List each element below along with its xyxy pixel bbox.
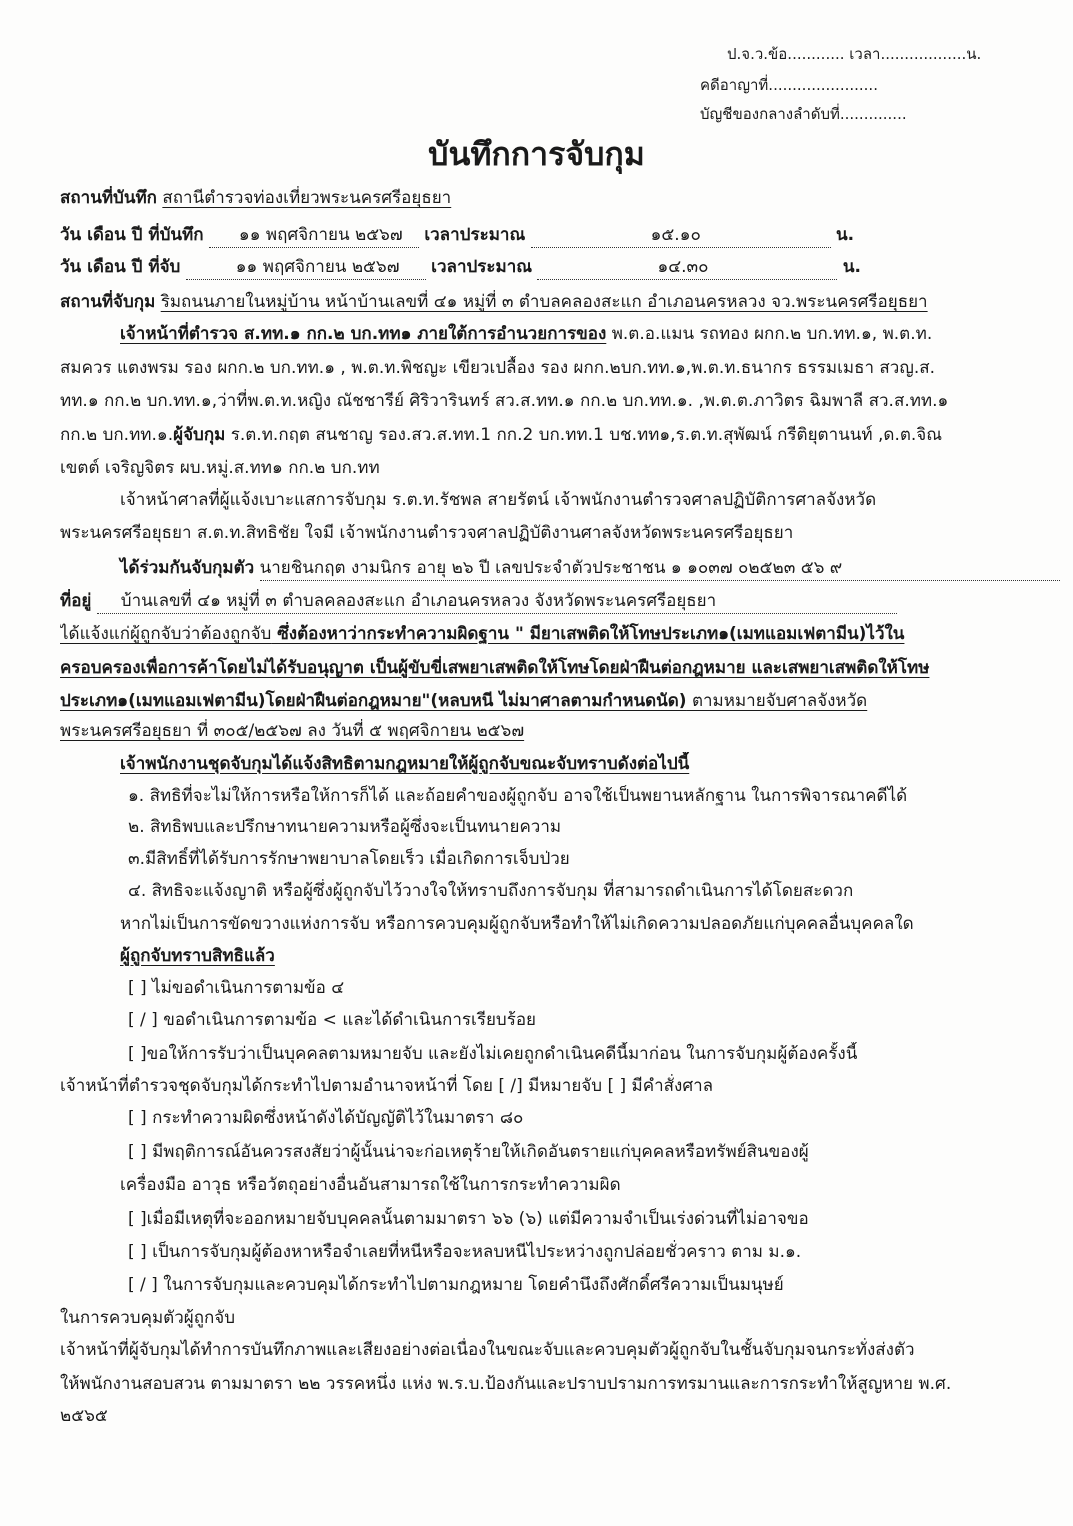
case-number-field: ป.จ.ว.ข้อ............ เวลา..................น. <box>727 45 982 63</box>
suspect-row <box>60 556 1073 581</box>
document-title: บันทึกการจับกุม <box>428 135 645 173</box>
officers-unit: กก.๒ บก.ทท.๑. <box>60 425 174 445</box>
record-place-row <box>60 186 1020 210</box>
condition-5-checkbox: [ / ] ในการจับกุมและควบคุมได้กระทำไปตามกฎหมาย โดยคำนึงถึงศักดิ์ศรีความเป็นมนุษย์ <box>128 1275 784 1295</box>
arrest-place-label: สถานที่จับกุม <box>60 292 156 312</box>
address-label: ที่อยู่ <box>60 591 92 611</box>
rights-heading: เจ้าพนักงานชุดจับกุมได้แจ้งสิทธิตามกฎหมายให้ผู้ถูกจับขณะจับทราบดังต่อไปนี้ <box>120 754 690 774</box>
officers-line-2: สมควร แตงพรม รอง ผกก.๒ บก.ทท.๑ , พ.ต.ท.พิชญะ เขียวเปลื้อง รอง ผกก.๒บก.ทท.๑,พ.ต.ท.ธนากร ธรรมเมธา สวญ.ส. <box>60 358 936 378</box>
arrest-time-unit: น. <box>842 257 861 277</box>
condition-3-checkbox: [ ]เมื่อมีเหตุที่จะออกหมายจับบุคคลนั้นตามมาตรา ๖๖ (๖) แต่มีความจำเป็นเร่งด่วนที่ไม่อาจขอ <box>128 1209 809 1229</box>
arrest-place-value: ริมถนนภายในหมู่บ้าน หน้าบ้านเลขที่ ๔๑ หมู่ที่ ๓ ตำบลคลองสะแก อำเภอนครหลวง จว.พระนครศรีอยุธยา <box>160 292 928 312</box>
right-3: ๓.มีสิทธิ์ที่ได้รับการรักษาพยาบาลโดยเร็ว เมื่อเกิดการเจ็บป่วย <box>128 849 570 869</box>
officers-line-3: ทท.๑ กก.๒ บก.ทท.๑,ว่าที่พ.ต.ท.หญิง ณัชชารีย์ ศิริวารินทร์ สว.ส.ทท.๑ กก.๒ บก.ทท.๑. ,พ.ต.ต.ภาวิตร ฉิมพาลี สว.ส.ทท.๑ <box>60 391 949 411</box>
officers-line-4 <box>60 423 1020 447</box>
officers-commander: พ.ต.อ.แมน รถทอง ผกก.๒ บก.ทท.๑, พ.ต.ท. <box>606 324 933 344</box>
right-4-continued: หากไม่เป็นการขัดขวางแห่งการจับ หรือการควบคุมผู้ถูกจับหรือทำให้ไม่เกิดความปลอดภัยแก่บุคคลอื่นบุคคลใด <box>120 914 914 934</box>
record-time-unit: น. <box>836 225 855 245</box>
evidence-ledger-field: บัญชีของกลางลำดับที่.............. <box>700 105 907 123</box>
charge-text-1: ซึ่งต้องหาว่ากระทำความผิดฐาน " มียาเสพติดให้โทษประเภท๑(เมทแอมเฟตามีน)ไว้ใน <box>271 624 905 644</box>
record-date-value: ๑๑ พฤศจิกายน ๒๕๖๗ <box>209 223 419 248</box>
recording-line-1: เจ้าหน้าที่ผู้จับกุมได้ทำการบันทึกภาพและเสียงอย่างต่อเนื่องในขณะจับและควบคุมตัวผู้ถูกจับในชั้นจับกุมจนกระทั่งส่งตัว <box>60 1340 915 1360</box>
arrest-date-value: ๑๑ พฤศจิกายน ๒๕๖๗ <box>186 255 426 280</box>
option-3-checkbox: [ ]ขอให้การรับว่าเป็นบุคคลตามหมายจับ และยังไม่เคยถูกดำเนินคดีนี้มาก่อน ในการจับกุมผู้ต้องครั้งนี้ <box>128 1044 858 1064</box>
option-2-checkbox: [ / ] ขอดำเนินการตามข้อ < และได้ดำเนินการเรียบร้อย <box>128 1010 537 1030</box>
charge-intro: ได้แจ้งแก่ผู้ถูกจับว่าต้องถูกจับ <box>60 624 272 644</box>
record-date-label: วัน เดือน ปี ที่บันทึก <box>60 225 204 245</box>
officers-lead: เจ้าหน้าที่ตำรวจ ส.ทท.๑ กก.๒ บก.ทท๑ ภายใต้การอำนวยการของ <box>120 324 607 344</box>
arrest-date-row <box>60 255 1020 280</box>
arrest-place-row <box>60 290 1020 314</box>
court-officers-line-2: พระนครศรีอยุธยา ส.ต.ท.สิทธิชัย ใจมี เจ้าพนักงานตำรวจศาลปฏิบัติงานศาลจังหวัดพระนครศรีอยุธยา <box>60 523 794 543</box>
authority-line: เจ้าหน้าที่ตำรวจชุดจับกุมได้กระทำไปตามอำนาจหน้าที่ โดย [ /] มีหมายจับ [ ] มีคำสั่งศาล <box>60 1076 714 1096</box>
officers-line-1 <box>60 322 1073 346</box>
charge-line-2: ครอบครองเพื่อการค้าโดยไม่ได้รับอนุญาต เป็นผู้ขับขี่เสพยาเสพติดให้โทษโดยฝ่าฝืนต่อกฎหมาย และเสพยาเสพติดให้โทษ <box>60 658 930 678</box>
arrest-time-value: ๑๔.๓๐ <box>537 255 837 280</box>
condition-5-continued: ในการควบคุมตัวผู้ถูกจับ <box>60 1308 236 1328</box>
right-4: ๔. สิทธิจะแจ้งญาติ หรือผู้ซึ่งผู้ถูกจับไว้วางใจให้ทราบถึงการจับกุม ที่สามารถดำเนินการได้โดยสะดวก <box>128 881 854 901</box>
criminal-case-field: คดีอาญาที่....................... <box>700 76 878 94</box>
court-officers-line-1: เจ้าหน้าศาลที่ผู้แจ้งเบาะแสการจับกุม ร.ต.ท.รัชพล สายรัตน์ เจ้าพนักงานตำรวจศาลปฏิบัติการศาลจังหวัด <box>120 490 877 510</box>
suspect-label: ได้ร่วมกันจับกุมตัว <box>120 558 255 578</box>
condition-1-checkbox: [ ] กระทำความผิดซึ่งหน้าดังได้บัญญัติไว้ในมาตรา ๘๐ <box>128 1108 524 1128</box>
charge-text-3: ประเภท๑(เมทแอมเฟตามีน)โดยฝ่าฝืนต่อกฎหมาย"(หลบหนี ไม่มาศาลตามกำหนดนัด) <box>60 691 687 711</box>
acknowledged-heading: ผู้ถูกจับทราบสิทธิแล้ว <box>120 946 275 966</box>
arrester-label: ผู้จับกุม <box>173 425 226 445</box>
condition-2-continued: เครื่องมือ อาวุธ หรือวัตถุอย่างอื่นอันสามารถใช้ในการกระทำความผิด <box>120 1175 621 1195</box>
recording-line-3: ๒๕๖๕ <box>60 1406 108 1426</box>
officers-line-5: เขตต์ เจริญจิตร ผบ.หมู่.ส.ทท๑ กก.๒ บก.ทท <box>60 458 380 478</box>
record-place-label: สถานที่บันทึก <box>60 188 157 208</box>
address-value: บ้านเลขที่ ๔๑ หมู่ที่ ๓ ตำบลคลองสะแก อำเภอนครหลวง จังหวัดพระนครศรีอยุธยา <box>97 589 897 614</box>
charge-line-3 <box>60 689 1020 713</box>
right-1: ๑. สิทธิที่จะไม่ให้การหรือให้การก็ได้ และถ้อยคำของผู้ถูกจับ อาจใช้เป็นพยานหลักฐาน ในการพิจารณาคดีได้ <box>128 786 908 806</box>
arrest-date-label: วัน เดือน ปี ที่จับ <box>60 257 181 277</box>
condition-2-checkbox: [ ] มีพฤติการณ์อันควรสงสัยว่าผู้นั้นน่าจะก่อเหตุร้ายให้เกิดอันตรายแก่บุคคลหรือทรัพย์สินของผู้ <box>128 1142 809 1162</box>
suspect-address-row <box>60 589 1020 614</box>
suspect-name: นายชินกฤต งามนิกร อายุ ๒๖ ปี เลขประจำตัวประชาชน ๑ ๑๐๓๗ ๐๒๕๒๓ ๕๖ ๙ <box>260 556 1060 581</box>
record-date-row <box>60 223 1020 248</box>
right-2: ๒. สิทธิพบและปรึกษาทนายความหรือผู้ซึ่งจะเป็นทนายความ <box>128 817 562 837</box>
charge-line-1 <box>60 622 1020 646</box>
warrant-number-line: พระนครศรีอยุธยา ที่ ๓๐๕/๒๕๖๗ ลง วันที่ ๕ พฤศจิกายน ๒๕๖๗ <box>60 721 525 741</box>
option-1-checkbox: [ ] ไม่ขอดำเนินการตามข้อ ๔ <box>128 978 345 998</box>
condition-4-checkbox: [ ] เป็นการจับกุมผู้ต้องหาหรือจำเลยที่หนีหรือจะหลบหนีไประหว่างถูกปล่อยชั่วคราว ตาม ม.๑. <box>128 1242 802 1262</box>
recording-line-2: ให้พนักงานสอบสวน ตามมาตรา ๒๒ วรรคหนึ่ง แห่ง พ.ร.บ.ป้องกันและปราบปรามการทรมานและการกระทำให้สูญหาย พ.ศ. <box>60 1374 952 1394</box>
warrant-court: ตามหมายจับศาลจังหวัด <box>686 691 868 711</box>
arresters: ร.ต.ท.กฤต สนชาญ รอง.สว.ส.ทท.1 กก.2 บก.ทท.1 บช.ทท๑,ร.ต.ท.สุพัฒน์ กรีติยุตานนท์ ,ด.ต.จิณ <box>225 425 943 445</box>
record-place-value: สถานีตำรวจท่องเที่ยวพระนครศรีอยุธยา <box>162 188 452 208</box>
arrest-time-label: เวลาประมาณ <box>431 257 533 277</box>
record-time-label: เวลาประมาณ <box>424 225 526 245</box>
record-time-value: ๑๕.๑๐ <box>531 223 831 248</box>
